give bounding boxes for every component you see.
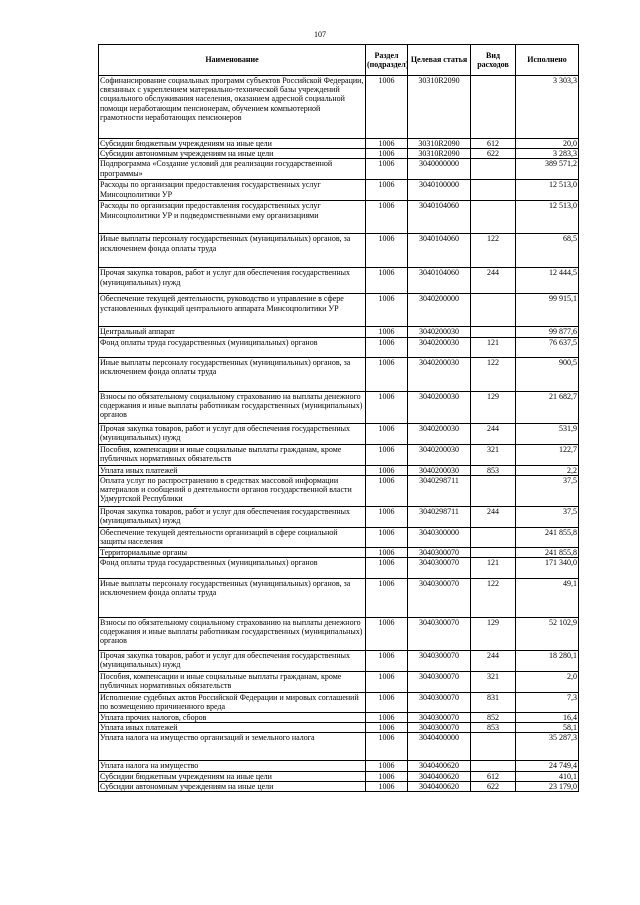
item-section: 1006 <box>366 761 408 771</box>
item-section: 1006 <box>366 506 408 527</box>
item-name: Иные выплаты персоналу государственных (муниципальных) органов, за исключением фонда оплаты труда <box>99 357 366 391</box>
item-amount: 241 855,8 <box>516 527 579 547</box>
item-code: 3040104060 <box>408 201 471 234</box>
item-amount: 16,4 <box>516 713 579 723</box>
item-name: Оплата услуг по распространению в средствах массовой информации материалов и сообщений о деятельности органов государственной власти Удмуртской Республики <box>99 475 366 506</box>
item-amount: 37,5 <box>516 475 579 506</box>
item-kind: 244 <box>471 268 516 294</box>
item-section: 1006 <box>366 651 408 672</box>
table-row <box>99 294 579 327</box>
table-row <box>99 475 579 506</box>
table-row <box>99 672 579 693</box>
table-row <box>99 506 579 527</box>
item-section: 1006 <box>366 713 408 723</box>
table-row <box>99 139 579 149</box>
item-code: 3040300070 <box>408 579 471 618</box>
item-section: 1006 <box>366 76 408 139</box>
item-kind: 122 <box>471 234 516 268</box>
item-amount: 99 877,6 <box>516 327 579 337</box>
table-row <box>99 357 579 391</box>
item-section: 1006 <box>366 294 408 327</box>
item-code: 3040200000 <box>408 294 471 327</box>
item-code: 3040300070 <box>408 672 471 693</box>
item-code: 3040000000 <box>408 159 471 180</box>
item-kind: 622 <box>471 149 516 159</box>
table-row <box>99 771 579 781</box>
item-amount: 12 513,0 <box>516 180 579 201</box>
item-amount: 99 915,1 <box>516 294 579 327</box>
table-row <box>99 327 579 337</box>
item-code: 3040300070 <box>408 558 471 579</box>
item-section: 1006 <box>366 180 408 201</box>
item-code: 3040100000 <box>408 180 471 201</box>
item-amount: 20,0 <box>516 139 579 149</box>
item-name: Уплата налога на имущество <box>99 761 366 771</box>
item-code: 3040300070 <box>408 618 471 651</box>
item-name: Обеспечение текущей деятельности организаций в сфере социальной защиты населения <box>99 527 366 547</box>
item-kind: 831 <box>471 693 516 713</box>
item-kind: 853 <box>471 465 516 475</box>
item-name: Уплата иных платежей <box>99 723 366 733</box>
item-amount: 3 283,3 <box>516 149 579 159</box>
item-amount: 37,5 <box>516 506 579 527</box>
item-name: Уплата налога на имущество организаций и земельного налога <box>99 733 366 761</box>
item-amount: 171 340,0 <box>516 558 579 579</box>
item-name: Взносы по обязательному социальному страхованию на выплаты денежного содержания и иные выплаты работникам государственных (муниципальных) органов <box>99 618 366 651</box>
item-name: Взносы по обязательному социальному страхованию на выплаты денежного содержания и иные выплаты работникам государственных (муниципальных) органов <box>99 391 366 423</box>
item-amount: 900,5 <box>516 357 579 391</box>
table-row <box>99 547 579 557</box>
item-code: 3040104060 <box>408 234 471 268</box>
item-section: 1006 <box>366 672 408 693</box>
item-amount: 76 637,5 <box>516 337 579 357</box>
item-amount: 3 303,3 <box>516 76 579 139</box>
item-amount: 7,3 <box>516 693 579 713</box>
item-kind: 321 <box>471 444 516 465</box>
item-code: 30310R2090 <box>408 149 471 159</box>
item-name: Обеспечение текущей деятельности, руководство и управление в сфере установленных функций центрального аппарата Минсоцполитики УР <box>99 294 366 327</box>
item-amount: 12 444,5 <box>516 268 579 294</box>
item-name: Прочая закупка товаров, работ и услуг для обеспечения государственных (муниципальных) нужд <box>99 268 366 294</box>
item-amount: 24 749,4 <box>516 761 579 771</box>
item-section: 1006 <box>366 201 408 234</box>
item-section: 1006 <box>366 444 408 465</box>
table-row <box>99 465 579 475</box>
item-code: 3040300070 <box>408 723 471 733</box>
budget-execution-table <box>98 44 579 792</box>
item-section: 1006 <box>366 357 408 391</box>
item-code: 3040400000 <box>408 733 471 761</box>
item-section: 1006 <box>366 579 408 618</box>
item-section: 1006 <box>366 159 408 180</box>
item-name: Фонд оплаты труда государственных (муниципальных) органов <box>99 558 366 579</box>
item-code: 3040400620 <box>408 761 471 771</box>
item-kind: 129 <box>471 391 516 423</box>
item-kind: 321 <box>471 672 516 693</box>
table-row <box>99 618 579 651</box>
item-kind: 612 <box>471 139 516 149</box>
item-section: 1006 <box>366 771 408 781</box>
item-name: Иные выплаты персоналу государственных (муниципальных) органов, за исключением фонда оплаты труда <box>99 579 366 618</box>
table-row <box>99 733 579 761</box>
item-section: 1006 <box>366 337 408 357</box>
item-kind <box>471 527 516 547</box>
table-row <box>99 159 579 180</box>
item-code: 3040300070 <box>408 713 471 723</box>
table-row <box>99 713 579 723</box>
item-code: 3040300070 <box>408 651 471 672</box>
item-kind: 244 <box>471 651 516 672</box>
item-code: 3040200030 <box>408 337 471 357</box>
header-amount: Исполнено <box>516 45 579 76</box>
item-kind <box>471 76 516 139</box>
item-kind: 122 <box>471 579 516 618</box>
item-name: Фонд оплаты труда государственных (муниципальных) органов <box>99 337 366 357</box>
item-name: Пособия, компенсации и иные социальные выплаты гражданам, кроме публичных нормативных обязательств <box>99 444 366 465</box>
table-row <box>99 391 579 423</box>
item-section: 1006 <box>366 547 408 557</box>
item-section: 1006 <box>366 618 408 651</box>
item-kind: 244 <box>471 506 516 527</box>
page-number: 107 <box>314 30 326 39</box>
item-amount: 2,0 <box>516 672 579 693</box>
item-kind: 853 <box>471 723 516 733</box>
item-amount: 12 513,0 <box>516 201 579 234</box>
item-code: 30310R2090 <box>408 139 471 149</box>
item-kind: 129 <box>471 618 516 651</box>
item-name: Иные выплаты персоналу государственных (муниципальных) органов, за исключением фонда оплаты труда <box>99 234 366 268</box>
item-code: 3040298711 <box>408 475 471 506</box>
table-body <box>99 76 579 792</box>
header-code: Целевая статья <box>408 45 471 76</box>
item-kind <box>471 475 516 506</box>
item-code: 3040300070 <box>408 547 471 557</box>
item-kind <box>471 294 516 327</box>
item-kind: 622 <box>471 781 516 791</box>
item-kind <box>471 327 516 337</box>
item-code: 3040400620 <box>408 771 471 781</box>
item-amount: 35 287,3 <box>516 733 579 761</box>
item-code: 3040200030 <box>408 465 471 475</box>
table-row <box>99 337 579 357</box>
header-name: Наименование <box>99 45 366 76</box>
item-amount: 18 280,1 <box>516 651 579 672</box>
item-name: Уплата иных платежей <box>99 465 366 475</box>
table-row <box>99 268 579 294</box>
item-section: 1006 <box>366 781 408 791</box>
item-code: 3040200030 <box>408 327 471 337</box>
item-section: 1006 <box>366 139 408 149</box>
item-name: Субсидии автономным учреждениям на иные цели <box>99 781 366 791</box>
item-amount: 23 179,0 <box>516 781 579 791</box>
item-name: Исполнение судебных актов Российской Федерации и мировых соглашений по возмещению причиненного вреда <box>99 693 366 713</box>
item-name: Расходы по организации предоставления государственных услуг Минсоцполитики УР и подведомственными ему организациями <box>99 201 366 234</box>
item-code: 3040200030 <box>408 357 471 391</box>
item-name: Центральный аппарат <box>99 327 366 337</box>
item-amount: 21 682,7 <box>516 391 579 423</box>
item-code: 3040104060 <box>408 268 471 294</box>
item-section: 1006 <box>366 475 408 506</box>
item-kind <box>471 547 516 557</box>
table-row <box>99 149 579 159</box>
item-kind: 244 <box>471 423 516 444</box>
item-name: Уплата прочих налогов, сборов <box>99 713 366 723</box>
item-kind: 612 <box>471 771 516 781</box>
item-name: Прочая закупка товаров, работ и услуг для обеспечения государственных (муниципальных) нужд <box>99 506 366 527</box>
item-section: 1006 <box>366 733 408 761</box>
table-row <box>99 761 579 771</box>
item-name: Субсидии автономным учреждениям на иные цели <box>99 149 366 159</box>
item-amount: 389 571,2 <box>516 159 579 180</box>
table-header-row <box>99 45 579 76</box>
item-code: 3040298711 <box>408 506 471 527</box>
item-name: Прочая закупка товаров, работ и услуг для обеспечения государственных (муниципальных) нужд <box>99 423 366 444</box>
item-section: 1006 <box>366 327 408 337</box>
item-kind <box>471 761 516 771</box>
item-kind: 121 <box>471 558 516 579</box>
table-row <box>99 180 579 201</box>
item-kind <box>471 159 516 180</box>
item-kind: 121 <box>471 337 516 357</box>
item-section: 1006 <box>366 391 408 423</box>
table-row <box>99 201 579 234</box>
item-kind: 852 <box>471 713 516 723</box>
item-code: 3040300000 <box>408 527 471 547</box>
table-row <box>99 558 579 579</box>
item-name: Подпрограмма «Создание условий для реализации государственной программы» <box>99 159 366 180</box>
item-code: 3040200030 <box>408 444 471 465</box>
item-name: Пособия, компенсации и иные социальные выплаты гражданам, кроме публичных нормативных обязательств <box>99 672 366 693</box>
item-name: Прочая закупка товаров, работ и услуг для обеспечения государственных (муниципальных) нужд <box>99 651 366 672</box>
item-code: 3040200030 <box>408 391 471 423</box>
item-name: Расходы по организации предоставления государственных услуг Минсоцполитики УР <box>99 180 366 201</box>
item-kind <box>471 201 516 234</box>
item-code: 30310R2090 <box>408 76 471 139</box>
item-name: Субсидии бюджетным учреждениям на иные цели <box>99 771 366 781</box>
item-section: 1006 <box>366 149 408 159</box>
item-amount: 52 102,9 <box>516 618 579 651</box>
item-code: 3040400620 <box>408 781 471 791</box>
item-amount: 68,5 <box>516 234 579 268</box>
item-section: 1006 <box>366 527 408 547</box>
header-kind: Вид расходов <box>471 45 516 76</box>
item-section: 1006 <box>366 465 408 475</box>
item-amount: 122,7 <box>516 444 579 465</box>
table-row <box>99 781 579 791</box>
table-row <box>99 527 579 547</box>
table-row <box>99 693 579 713</box>
table-row <box>99 234 579 268</box>
item-section: 1006 <box>366 234 408 268</box>
item-section: 1006 <box>366 558 408 579</box>
table-row <box>99 579 579 618</box>
item-code: 3040200030 <box>408 423 471 444</box>
item-amount: 58,1 <box>516 723 579 733</box>
table-row <box>99 723 579 733</box>
item-name: Субсидии бюджетным учреждениям на иные цели <box>99 139 366 149</box>
item-section: 1006 <box>366 693 408 713</box>
item-section: 1006 <box>366 723 408 733</box>
item-code: 3040300070 <box>408 693 471 713</box>
item-kind: 122 <box>471 357 516 391</box>
item-amount: 531,9 <box>516 423 579 444</box>
table-row <box>99 76 579 139</box>
table-row <box>99 444 579 465</box>
header-section: Раздел (подраздел) <box>366 45 408 76</box>
item-section: 1006 <box>366 423 408 444</box>
item-amount: 241 855,8 <box>516 547 579 557</box>
item-name: Софинансирование социальных программ субъектов Российской Федерации, связанных с укреплением материально-технической базы учреждений социального обслуживания населения, оказанием адресной социальной помощи неработающим пенсионерам, обучением компьютерной грамотности неработающих пенсионеров <box>99 76 366 139</box>
item-kind <box>471 180 516 201</box>
item-section: 1006 <box>366 268 408 294</box>
item-amount: 410,1 <box>516 771 579 781</box>
item-amount: 2,2 <box>516 465 579 475</box>
item-kind <box>471 733 516 761</box>
item-name: Территориальные органы <box>99 547 366 557</box>
item-amount: 49,1 <box>516 579 579 618</box>
table-row <box>99 651 579 672</box>
table-row <box>99 423 579 444</box>
